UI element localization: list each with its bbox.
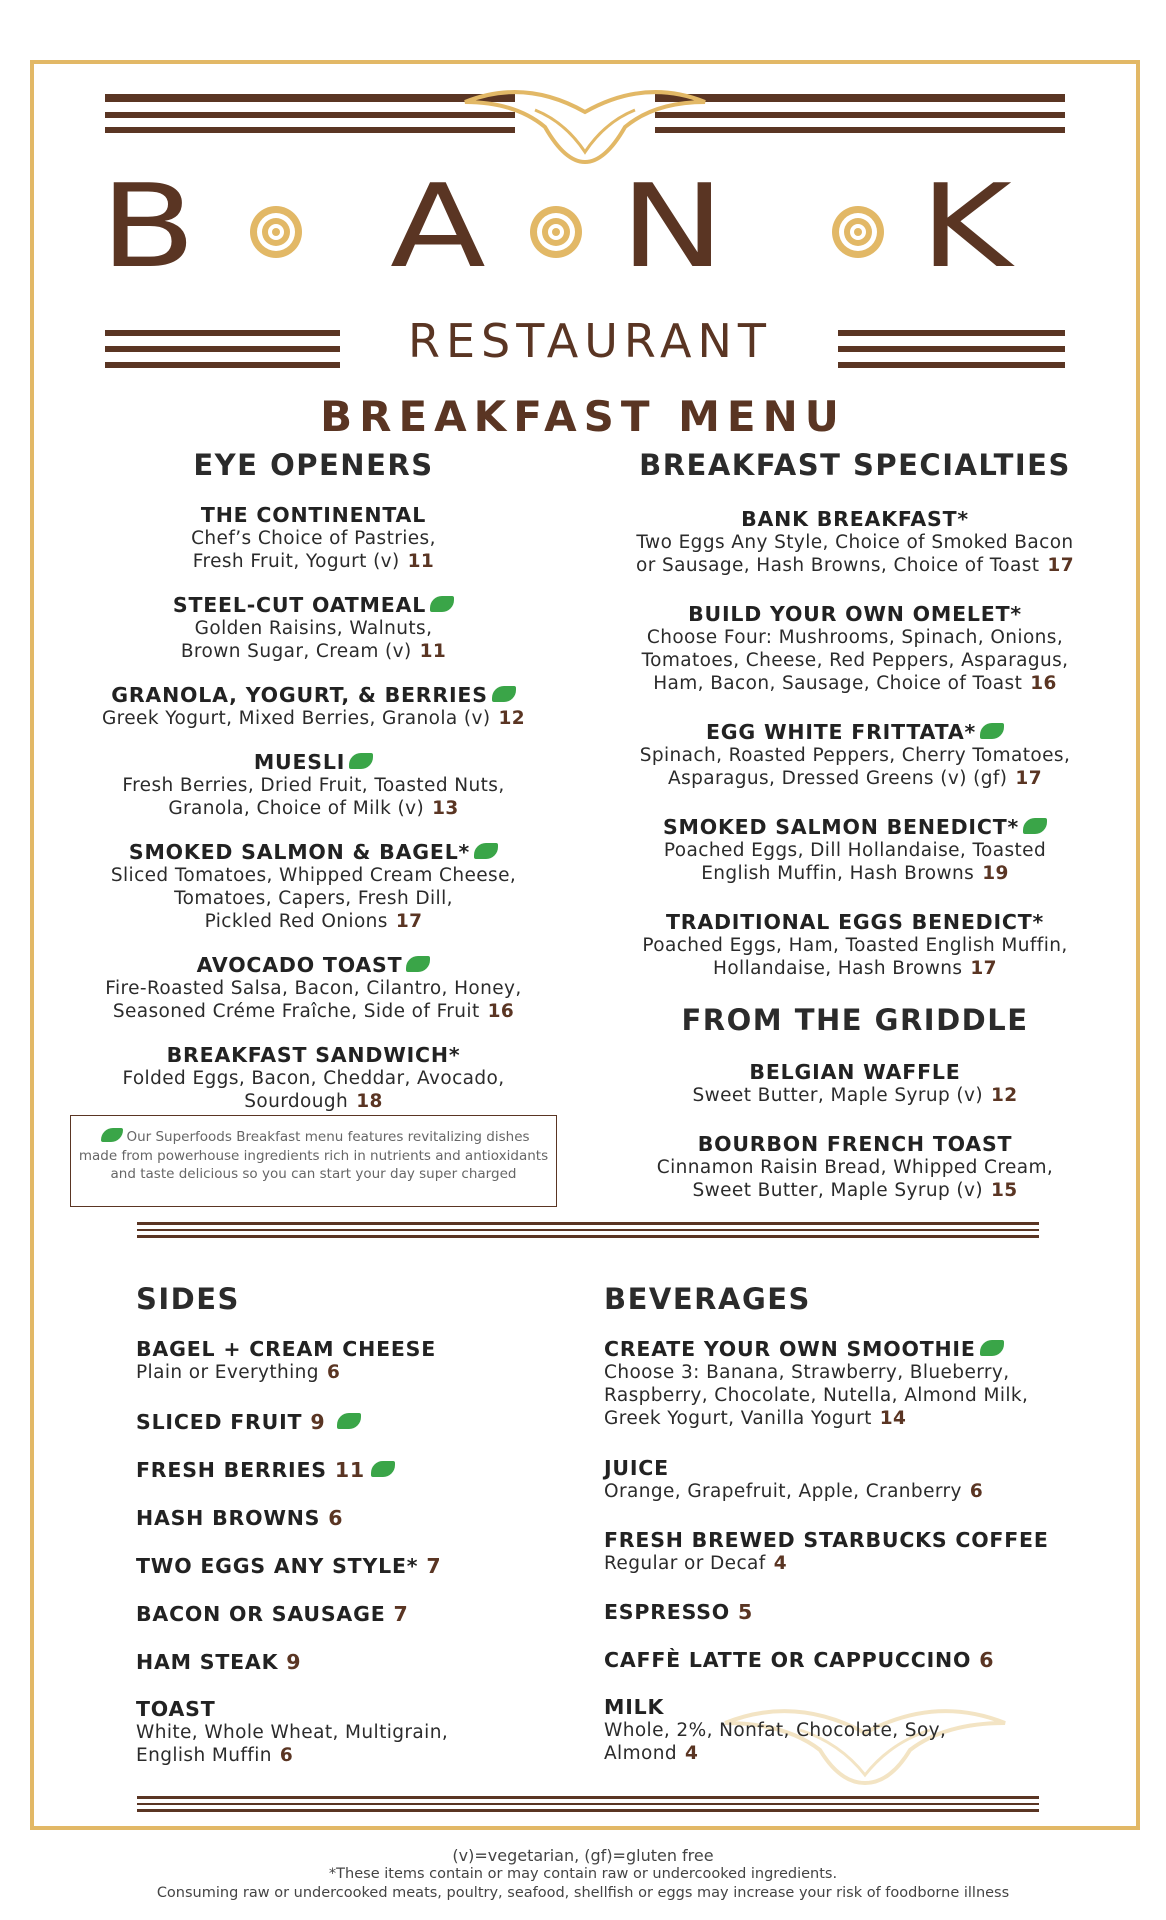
item-name: BAGEL + CREAM CHEESE <box>136 1337 437 1361</box>
item-name: SMOKED SALMON BENEDICT* <box>662 815 1020 839</box>
item-description: Spinach, Roasted Peppers, Cherry Tomatoes, <box>639 745 1071 766</box>
item-description: Poached Eggs, Dill Hollandaise, Toasted <box>663 840 1047 861</box>
superfood-leaf-icon <box>980 1340 1004 1356</box>
griddle-section <box>610 1003 1100 1037</box>
item-name: CREATE YOUR OWN SMOOTHIE <box>604 1337 976 1361</box>
footer-warning: Consuming raw or undercooked meats, poultry, seafood, shellfish or eggs may increase your risk of foodborne illness <box>156 1885 1010 1901</box>
logo-ring-icon <box>246 202 306 262</box>
item-price: 17 <box>1015 768 1042 789</box>
menu-item <box>610 507 1100 577</box>
logo-letter-b: B <box>100 160 193 294</box>
logo-letter-a: A <box>390 160 482 294</box>
section-divider <box>137 1809 1039 1812</box>
menu-item <box>70 840 557 933</box>
superfood-leaf-icon <box>406 956 430 972</box>
item-price: 6 <box>279 1745 294 1766</box>
item-price: 18 <box>356 1091 383 1112</box>
section-title: FROM THE GRIDDLE <box>681 1003 1029 1037</box>
superfood-leaf-icon <box>337 1413 361 1429</box>
item-description: Granola, Choice of Milk (v) <box>168 798 425 819</box>
menu-item <box>610 602 1100 695</box>
item-description: Sourdough <box>244 1091 349 1112</box>
menu-item <box>70 1043 557 1113</box>
menu-item <box>136 1554 576 1578</box>
item-price: 7 <box>426 1554 442 1578</box>
item-name: HASH BROWNS <box>136 1506 321 1530</box>
superfoods-note <box>70 1115 557 1207</box>
item-description: Sliced Tomatoes, Whipped Cream Cheese, <box>110 865 517 886</box>
menu-item <box>610 1132 1100 1202</box>
superfood-leaf-icon <box>492 686 516 702</box>
menu-item <box>70 503 557 573</box>
item-description: Choose Four: Mushrooms, Spinach, Onions, <box>646 627 1064 648</box>
section-divider <box>137 1796 1039 1799</box>
item-name: HAM STEAK <box>136 1650 279 1674</box>
item-name: GRANOLA, YOGURT, & BERRIES <box>111 683 488 707</box>
item-description: White, Whole Wheat, Multigrain, <box>136 1722 449 1743</box>
footer-disclaimer: *These items contain or may contain raw or undercooked ingredients. <box>328 1866 838 1882</box>
item-description: Sweet Butter, Maple Syrup (v) <box>692 1180 983 1201</box>
item-description: or Sausage, Hash Browns, Choice of Toast <box>636 555 1040 576</box>
section-divider <box>137 1222 1039 1225</box>
item-description: Brown Sugar, Cream (v) <box>180 641 412 662</box>
menu-item <box>610 1060 1100 1107</box>
item-description: Seasoned Créme Fraîche, Side of Fruit <box>112 1001 480 1022</box>
item-description: Folded Eggs, Bacon, Cheddar, Avocado, <box>122 1068 505 1089</box>
logo-ring-icon <box>526 202 586 262</box>
item-price: 14 <box>879 1408 907 1429</box>
item-name: TOAST <box>136 1697 216 1721</box>
item-description: Pickled Red Onions <box>204 911 388 932</box>
item-price: 19 <box>982 863 1009 884</box>
item-price: 17 <box>970 958 997 979</box>
item-price: 15 <box>990 1180 1018 1201</box>
item-price: 11 <box>419 641 447 662</box>
item-name: SMOKED SALMON & BAGEL* <box>128 840 471 864</box>
restaurant-stripe <box>838 362 1065 368</box>
menu-item <box>604 1528 1104 1575</box>
item-description: Cinnamon Raisin Bread, Whipped Cream, <box>656 1157 1054 1178</box>
item-description: English Muffin, Hash Browns <box>701 863 975 884</box>
item-name: TWO EGGS ANY STYLE* <box>136 1554 419 1578</box>
item-price: 5 <box>738 1600 754 1624</box>
note-text: made from powerhouse ingredients rich in nutrients and antioxidants <box>78 1147 549 1164</box>
item-name: MUESLI <box>253 750 346 774</box>
menu-item <box>610 815 1100 885</box>
item-description: Almond <box>604 1743 678 1764</box>
beverages-section <box>604 1282 1104 1316</box>
item-price: 16 <box>1030 673 1057 694</box>
item-description: Fresh Berries, Dried Fruit, Toasted Nuts, <box>122 775 505 796</box>
restaurant-wordmark: RESTAURANT <box>408 314 772 368</box>
item-name: FRESH BERRIES <box>136 1458 327 1482</box>
item-name: AVOCADO TOAST <box>196 953 403 977</box>
restaurant-stripe <box>838 346 1065 352</box>
superfood-leaf-icon <box>980 723 1004 739</box>
item-description: Fire-Roasted Salsa, Bacon, Cilantro, Honey, <box>105 978 522 999</box>
section-divider <box>137 1803 1039 1805</box>
logo-ring-icon <box>828 202 888 262</box>
note-text: Our Superfoods Breakfast menu features revitalizing dishes <box>126 1129 530 1145</box>
logo-letter-n: N <box>620 160 721 294</box>
menu-item <box>70 953 557 1023</box>
item-description: Golden Raisins, Walnuts, <box>194 618 433 639</box>
menu-item <box>604 1456 1104 1503</box>
menu-item <box>70 750 557 820</box>
menu-item <box>610 720 1100 790</box>
item-description: Asparagus, Dressed Greens (v) (gf) <box>668 768 1008 789</box>
item-name: ESPRESSO <box>604 1600 731 1624</box>
item-description: Regular or Decaf <box>604 1553 766 1574</box>
item-name: JUICE <box>604 1456 669 1480</box>
item-price: 6 <box>328 1506 344 1530</box>
item-name: MILK <box>604 1695 665 1719</box>
item-price: 11 <box>407 551 435 572</box>
eye-openers-section <box>70 448 557 482</box>
item-description: Fresh Fruit, Yogurt (v) <box>192 551 400 572</box>
section-title: SIDES <box>136 1282 240 1316</box>
item-price: 4 <box>685 1743 699 1764</box>
item-name: THE CONTINENTAL <box>200 503 427 527</box>
menu-item <box>70 683 557 730</box>
item-description: Hollandaise, Hash Browns <box>713 958 963 979</box>
item-description: Orange, Grapefruit, Apple, Cranberry <box>604 1481 962 1502</box>
item-name: EGG WHITE FRITTATA* <box>705 720 977 744</box>
item-name: BELGIAN WAFFLE <box>749 1060 961 1084</box>
menu-item <box>604 1648 1104 1672</box>
item-price: 6 <box>979 1648 995 1672</box>
item-price: 6 <box>969 1481 984 1502</box>
section-title: EYE OPENERS <box>193 448 434 482</box>
menu-item <box>136 1458 576 1482</box>
restaurant-stripe <box>838 330 1065 336</box>
menu-item <box>70 593 557 663</box>
superfood-leaf-icon <box>430 596 454 612</box>
menu-item <box>136 1506 576 1530</box>
item-description: Choose 3: Banana, Strawberry, Blueberry, <box>604 1362 1010 1383</box>
item-price: 12 <box>498 708 526 729</box>
item-price: 9 <box>286 1650 302 1674</box>
menu-item <box>604 1337 1104 1430</box>
item-description: English Muffin <box>136 1745 272 1766</box>
item-price: 12 <box>990 1085 1018 1106</box>
menu-item <box>136 1697 576 1767</box>
section-divider <box>137 1235 1039 1238</box>
item-price: 17 <box>395 911 423 932</box>
menu-item <box>136 1337 576 1384</box>
page-title: BREAKFAST MENU <box>320 392 846 441</box>
note-text: and taste delicious so you can start your day super charged <box>110 1166 517 1182</box>
item-description: Chef’s Choice of Pastries, <box>191 528 436 549</box>
menu-item <box>604 1600 1104 1624</box>
item-price: 6 <box>326 1362 341 1383</box>
item-description: Whole, 2%, Nonfat, Chocolate, Soy, <box>604 1720 947 1741</box>
wreath-ornament-icon <box>425 82 745 172</box>
menu-item <box>610 910 1100 980</box>
item-name: TRADITIONAL EGGS BENEDICT* <box>665 910 1045 934</box>
menu-item <box>604 1695 1104 1765</box>
item-description: Poached Eggs, Ham, Toasted English Muffin, <box>642 935 1068 956</box>
superfood-leaf-icon <box>101 1128 123 1142</box>
item-price: 16 <box>487 1001 515 1022</box>
item-price: 17 <box>1047 555 1074 576</box>
item-name: FRESH BREWED STARBUCKS COFFEE <box>604 1528 1049 1552</box>
section-title: BREAKFAST SPECIALTIES <box>639 448 1071 482</box>
sides-section <box>136 1282 576 1316</box>
superfood-leaf-icon <box>474 843 498 859</box>
item-name: BACON OR SAUSAGE <box>136 1602 386 1626</box>
restaurant-stripe <box>105 330 340 336</box>
superfood-leaf-icon <box>371 1461 395 1477</box>
item-name: CAFFÈ LATTE OR CAPPUCCINO <box>604 1648 972 1672</box>
logo-letter-k: K <box>920 160 1008 294</box>
item-name: BANK BREAKFAST* <box>741 507 969 531</box>
superfood-leaf-icon <box>349 753 373 769</box>
item-description: Tomatoes, Capers, Fresh Dill, <box>174 888 453 909</box>
item-price: 7 <box>393 1602 409 1626</box>
specialties-section <box>610 448 1100 482</box>
item-name: STEEL-CUT OATMEAL <box>172 593 427 617</box>
footer-legend: (v)=vegetarian, (gf)=gluten free <box>452 1846 714 1865</box>
superfood-leaf-icon <box>1023 818 1047 834</box>
item-description: Greek Yogurt, Vanilla Yogurt <box>604 1408 872 1429</box>
item-name: BOURBON FRENCH TOAST <box>697 1132 1013 1156</box>
menu-item <box>136 1602 576 1626</box>
item-price: 4 <box>773 1553 787 1574</box>
item-price: 9 <box>310 1410 326 1434</box>
item-price: 11 <box>334 1458 365 1482</box>
item-name: SLICED FRUIT <box>136 1410 303 1434</box>
item-description: Raspberry, Chocolate, Nutella, Almond Milk, <box>604 1385 1029 1406</box>
restaurant-stripe <box>105 362 340 368</box>
menu-item <box>136 1410 576 1434</box>
item-description: Ham, Bacon, Sausage, Choice of Toast <box>653 673 1023 694</box>
item-description: Sweet Butter, Maple Syrup (v) <box>692 1085 983 1106</box>
item-description: Greek Yogurt, Mixed Berries, Granola (v) <box>101 708 491 729</box>
section-title: BEVERAGES <box>604 1282 811 1316</box>
item-description: Tomatoes, Cheese, Red Peppers, Asparagus, <box>641 650 1069 671</box>
section-divider <box>137 1229 1039 1231</box>
item-price: 13 <box>432 798 459 819</box>
menu-item <box>136 1650 576 1674</box>
item-name: BREAKFAST SANDWICH* <box>166 1043 461 1067</box>
restaurant-stripe <box>105 346 340 352</box>
item-name: BUILD YOUR OWN OMELET* <box>688 602 1022 626</box>
item-description: Two Eggs Any Style, Choice of Smoked Bacon <box>636 532 1074 553</box>
item-description: Plain or Everything <box>136 1362 319 1383</box>
